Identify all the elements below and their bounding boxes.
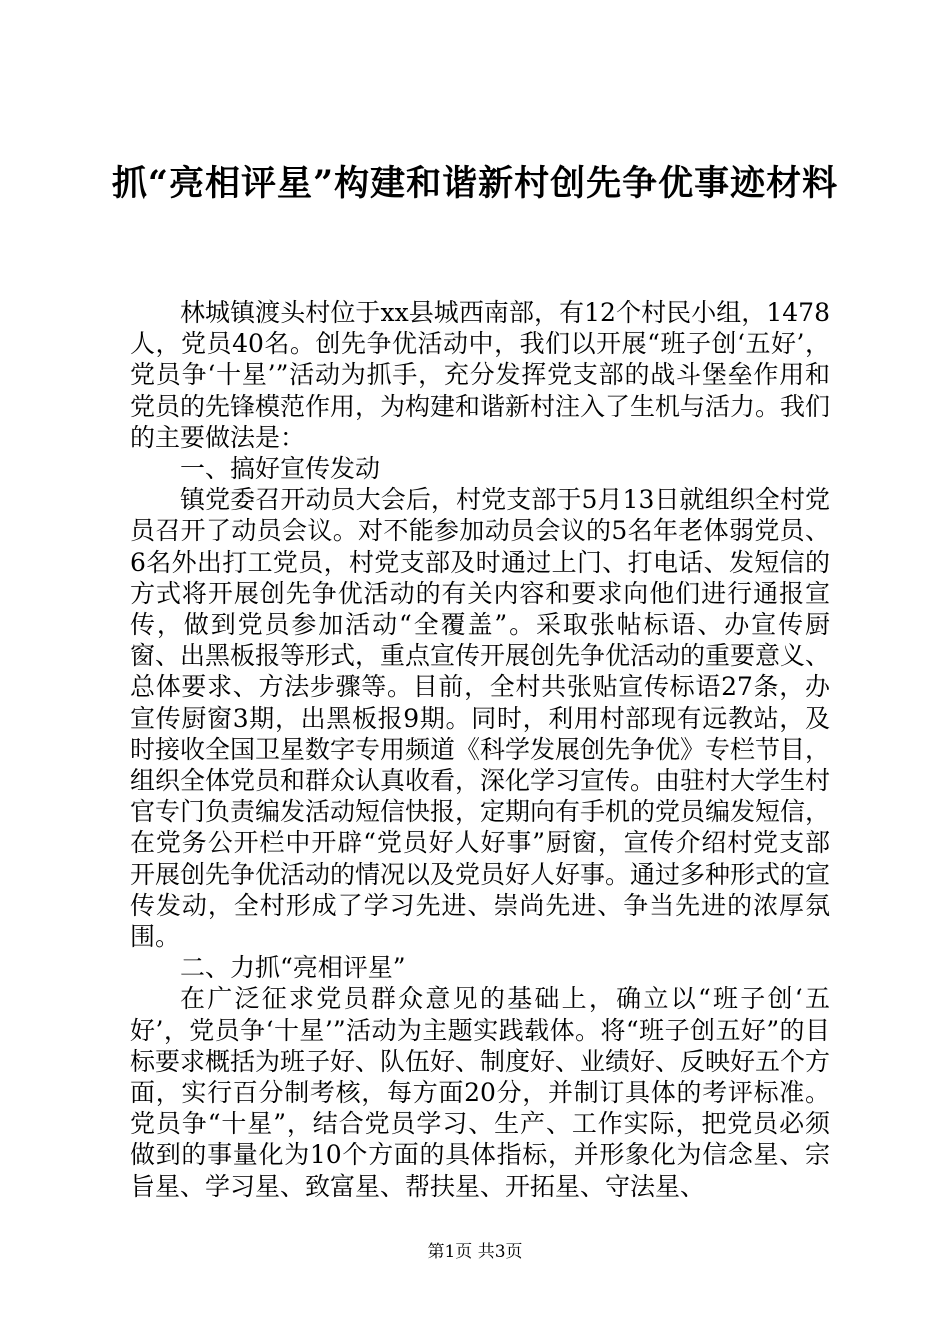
intro-paragraph: 林城镇渡头村位于xx县城西南部，有12个村民小组，1478人，党员40名。创先争优活动中，我们以开展“班子创‘五好’，党员争‘十星’”活动为抓手，充分发挥党支部的战斗堡垒作用和党员的先锋模范作用，为构建和谐新村注入了生机与活力。我们的主要做法是： xyxy=(130,298,831,452)
document-title: 抓“亮相评星”构建和谐新村创先争优事迹材料 xyxy=(111,163,839,204)
page-footer: 第1页 共3页 xyxy=(427,1242,523,1262)
section-2-paragraph: 在广泛征求党员群众意见的基础上，确立以“班子创‘五好’，党员争‘十星’”活动为主题实践载体。将“班子创五好”的目标要求概括为班子好、队伍好、制度好、业绩好、反映好五个方面，实行百分制考核，每方面20分，并制订具体的考评标准。党员争“十星”，结合党员学习、生产、工作实际，把党员必须做到的事量化为10个方面的具体指标，并形象化为信念星、宗旨星、学习星、致富星、帮扶星、开拓星、守法星、 xyxy=(130,984,831,1201)
section-heading-2: 二、力抓“亮相评星” xyxy=(180,953,406,983)
section-heading-1: 一、搞好宣传发动 xyxy=(180,454,381,484)
document-body xyxy=(130,297,830,1202)
section-1-paragraph: 镇党委召开动员大会后，村党支部于5月13日就组织全村党员召开了动员会议。对不能参加动员会议的5名年老体弱党员、6名外出打工党员，村党支部及时通过上门、打电话、发短信的方式将开展创先争优活动的有关内容和要求向他们进行通报宣传，做到党员参加活动“全覆盖”。采取张帖标语、办宣传厨窗、出黑板报等形式，重点宣传开展创先争优活动的重要意义、总体要求、方法步骤等。目前，全村共张贴宣传标语27条，办宣传厨窗3期，出黑板报9期。同时，利用村部现有远教站，及时接收全国卫星数字专用频道《科学发展创先争优》专栏节目，组织全体党员和群众认真收看，深化学习宣传。由驻村大学生村官专门负责编发活动短信快报，定期向有手机的党员编发短信，在党务公开栏中开辟“党员好人好事”厨窗，宣传介绍村党支部开展创先争优活动的情况以及党员好人好事。通过多种形式的宣传发动，全村形成了学习先进、崇尚先进、争当先进的浓厚氛围。 xyxy=(130,485,831,952)
